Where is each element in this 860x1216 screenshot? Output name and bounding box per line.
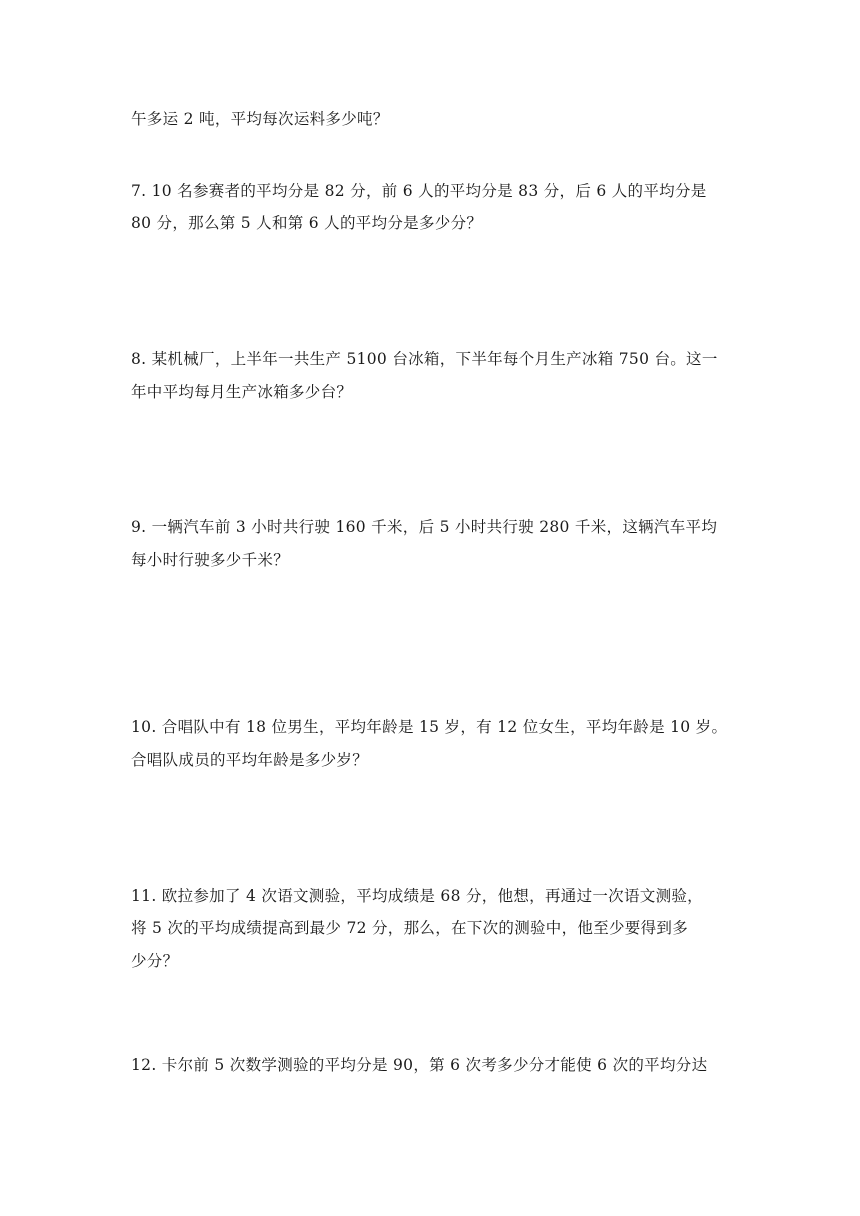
question-11-line-1: 11. 欧拉参加了 4 次语文测验，平均成绩是 68 分，他想，再通过一次语文测验， (131, 887, 703, 905)
question-11-line-2: 将 5 次的平均成绩提高到最少 72 分，那么，在下次的测验中，他至少要得到多 (131, 919, 688, 937)
question-9-line-1: 9. 一辆汽车前 3 小时共行驶 160 千米，后 5 小时共行驶 280 千米，这辆汽车平均 (131, 518, 718, 536)
question-11-line-3: 少分？ (131, 952, 179, 970)
question-7-line-1: 7. 10 名参赛者的平均分是 82 分，前 6 人的平均分是 83 分，后 6 人的平均分是 (131, 182, 707, 200)
question-10-line-1: 10. 合唱队中有 18 位男生，平均年龄是 15 岁，有 12 位女生，平均年龄是 10 岁。 (131, 718, 728, 736)
text-line: 午多运 2 吨，平均每次运料多少吨？ (131, 110, 389, 128)
question-8-line-2: 年中平均每月生产冰箱多少台？ (131, 383, 353, 401)
question-7-line-2: 80 分，那么第 5 人和第 6 人的平均分是多少分？ (131, 214, 483, 232)
question-8-line-1: 8. 某机械厂，上半年一共生产 5100 台冰箱，下半年每个月生产冰箱 750 台。这一 (131, 350, 718, 368)
question-9-line-2: 每小时行驶多少千米？ (131, 551, 290, 569)
question-10-line-2: 合唱队成员的平均年龄是多少岁？ (131, 751, 369, 769)
question-12-line-1: 12. 卡尔前 5 次数学测验的平均分是 90，第 6 次考多少分才能使 6 次的平均分达 (131, 1056, 708, 1074)
